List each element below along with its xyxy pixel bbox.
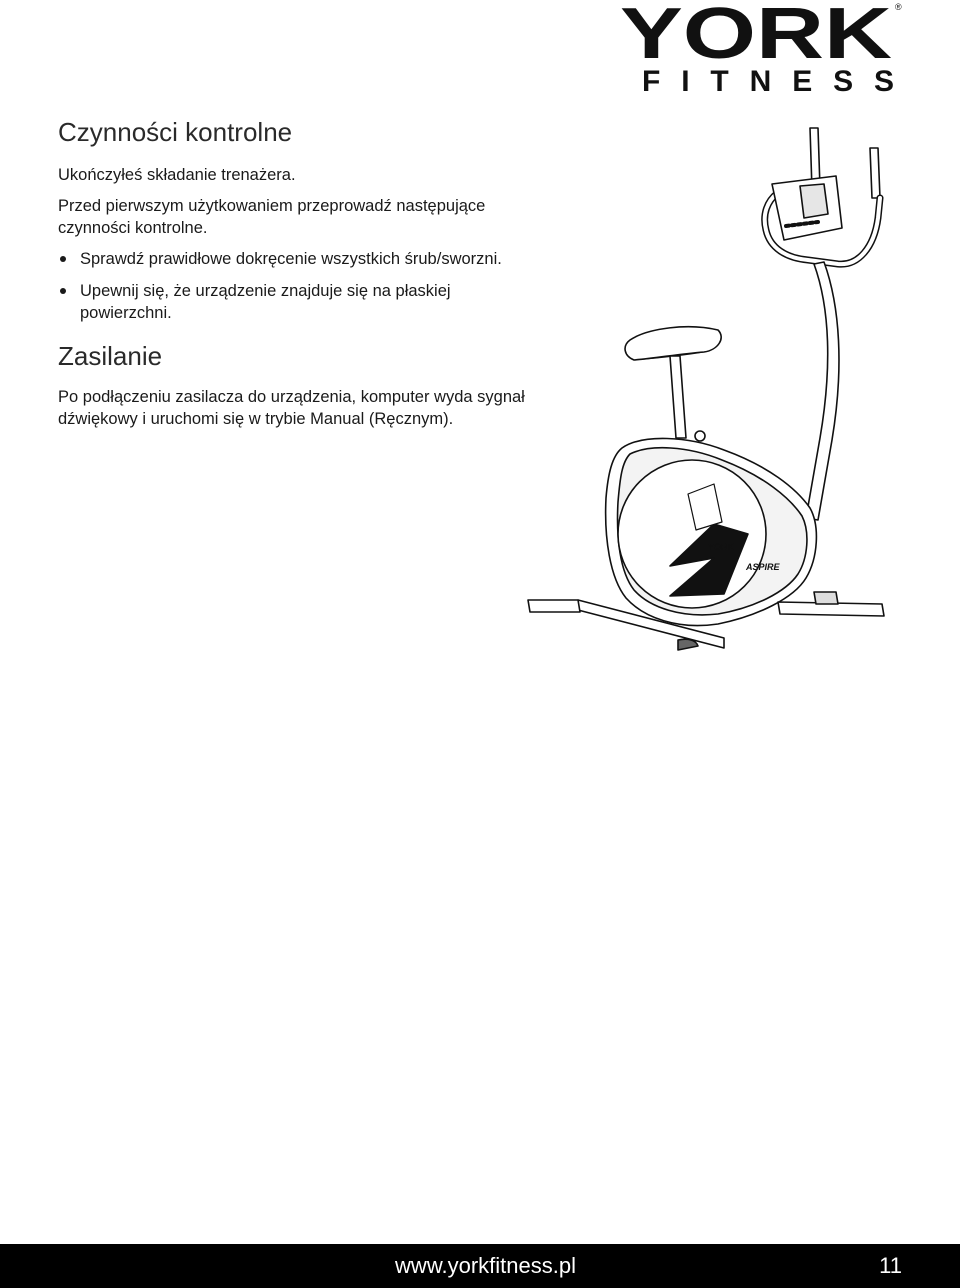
checks-instruction: Przed pierwszym użytkowaniem przeprowadź następujące czynności kontrolne. [58,196,486,237]
website-url: www.yorkfitness.pl [395,1253,576,1278]
checks-intro: Ukończyłeś składanie trenażera. [58,165,296,184]
svg-text:YORK: YORK [620,0,892,74]
svg-text:YORK: YORK [708,542,735,552]
power-text: Po podłączeniu zasilacza do urządzenia, komputer wyda sygnał dźwiękowy i uruchomi się w trybie Manual (Ręcznym). [58,387,525,428]
list-item: Sprawdź prawidłowe dokręcenie wszystkich śrub/sworzni. [58,248,528,270]
york-fitness-logo [612,0,912,96]
svg-text:FITNESS: FITNESS [642,65,894,96]
section-title-power: Zasilanie [58,340,163,371]
svg-text:ASPIRE: ASPIRE [746,562,780,572]
list-item: Upewnij się, że urządzenie znajduje się na płaskiej powierzchni. [58,280,528,324]
page-number: 11 [879,1253,902,1278]
section-title-checks: Czynności kontrolne [58,117,293,147]
checks-list [58,248,528,324]
main-content [58,118,528,430]
exercise-bike-illustration [518,118,894,656]
page-footer [0,1244,960,1288]
svg-text:®: ® [895,2,902,12]
